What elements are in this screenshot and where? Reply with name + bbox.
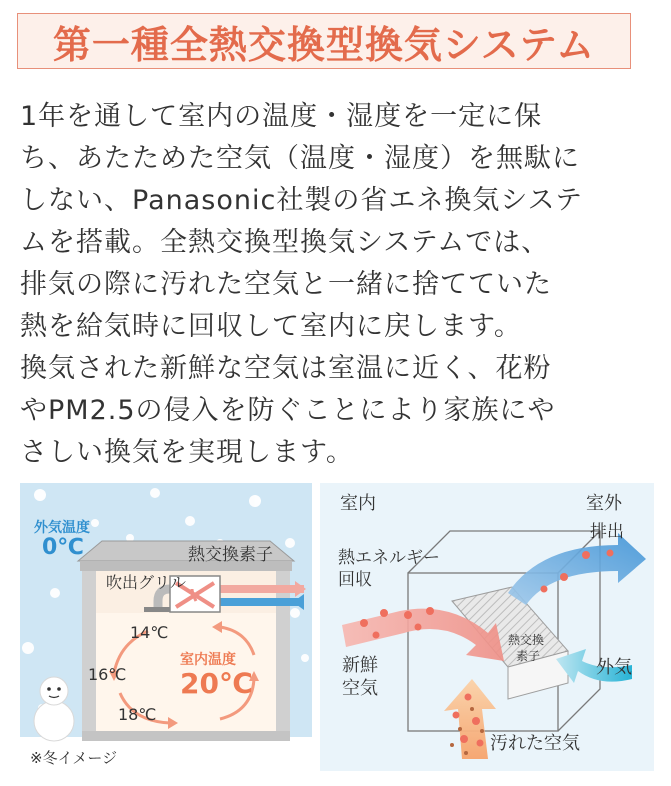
heat-exchanger-label: 熱交換素子 <box>188 545 273 565</box>
outside-temp-label: 外気温度 <box>34 520 90 536</box>
fresh-air-label: 新鮮 <box>342 655 378 676</box>
heat-recovery-label-2: 回収 <box>338 570 372 590</box>
temp-16: 16℃ <box>88 665 127 684</box>
illustration-graphic <box>20 483 654 771</box>
heat-recovery-label: 熱エネルギー <box>338 548 440 568</box>
body-line: ち、あたためた空気（温度・湿度）を無駄に <box>20 143 580 174</box>
temp-14: 14℃ <box>130 623 169 642</box>
illustration <box>20 483 654 771</box>
body-line: ムを搭載。全熱交換型換気システムでは、 <box>20 227 550 258</box>
body-line: 熱を給気時に回収して室内に戻します。 <box>20 311 522 342</box>
fresh-air-label-2: 空気 <box>342 678 378 699</box>
outdoor-label: 室外 <box>586 493 622 514</box>
element-label: 熱交換 <box>508 633 545 647</box>
grille-label: 吹出グリル <box>106 573 187 592</box>
outside-temp-value: 0℃ <box>42 535 84 560</box>
page-title: 第一種全熱交換型換気システム <box>52 22 596 67</box>
indoor-label: 室内 <box>340 493 376 514</box>
description-text <box>20 96 655 474</box>
body-line: やPM2.5の侵入を防ぐことにより家族にや <box>20 395 556 426</box>
outside-air-label: 外気 <box>596 657 632 678</box>
room-temp-label: 室内温度 <box>180 652 236 668</box>
dirty-air-label: 汚れた空気 <box>490 733 580 754</box>
body-line: 排気の際に汚れた空気と一緒に捨てていた <box>20 269 552 300</box>
title-banner <box>17 13 631 69</box>
body-line: 換気された新鮮な空気は室温に近く、花粉 <box>20 353 552 384</box>
body-line: 1年を通して室内の温度・湿度を一定に保 <box>20 101 543 132</box>
room-temp-value: 20℃ <box>180 667 253 700</box>
temp-18: 18℃ <box>118 705 157 724</box>
body-line: しない、Panasonic社製の省エネ換気システ <box>20 185 583 216</box>
element-label-2: 素子 <box>516 649 541 663</box>
exhaust-label: 排出 <box>590 522 624 542</box>
body-line: さしい換気を実現します。 <box>20 437 354 468</box>
winter-note: ※冬イメージ <box>30 749 118 767</box>
